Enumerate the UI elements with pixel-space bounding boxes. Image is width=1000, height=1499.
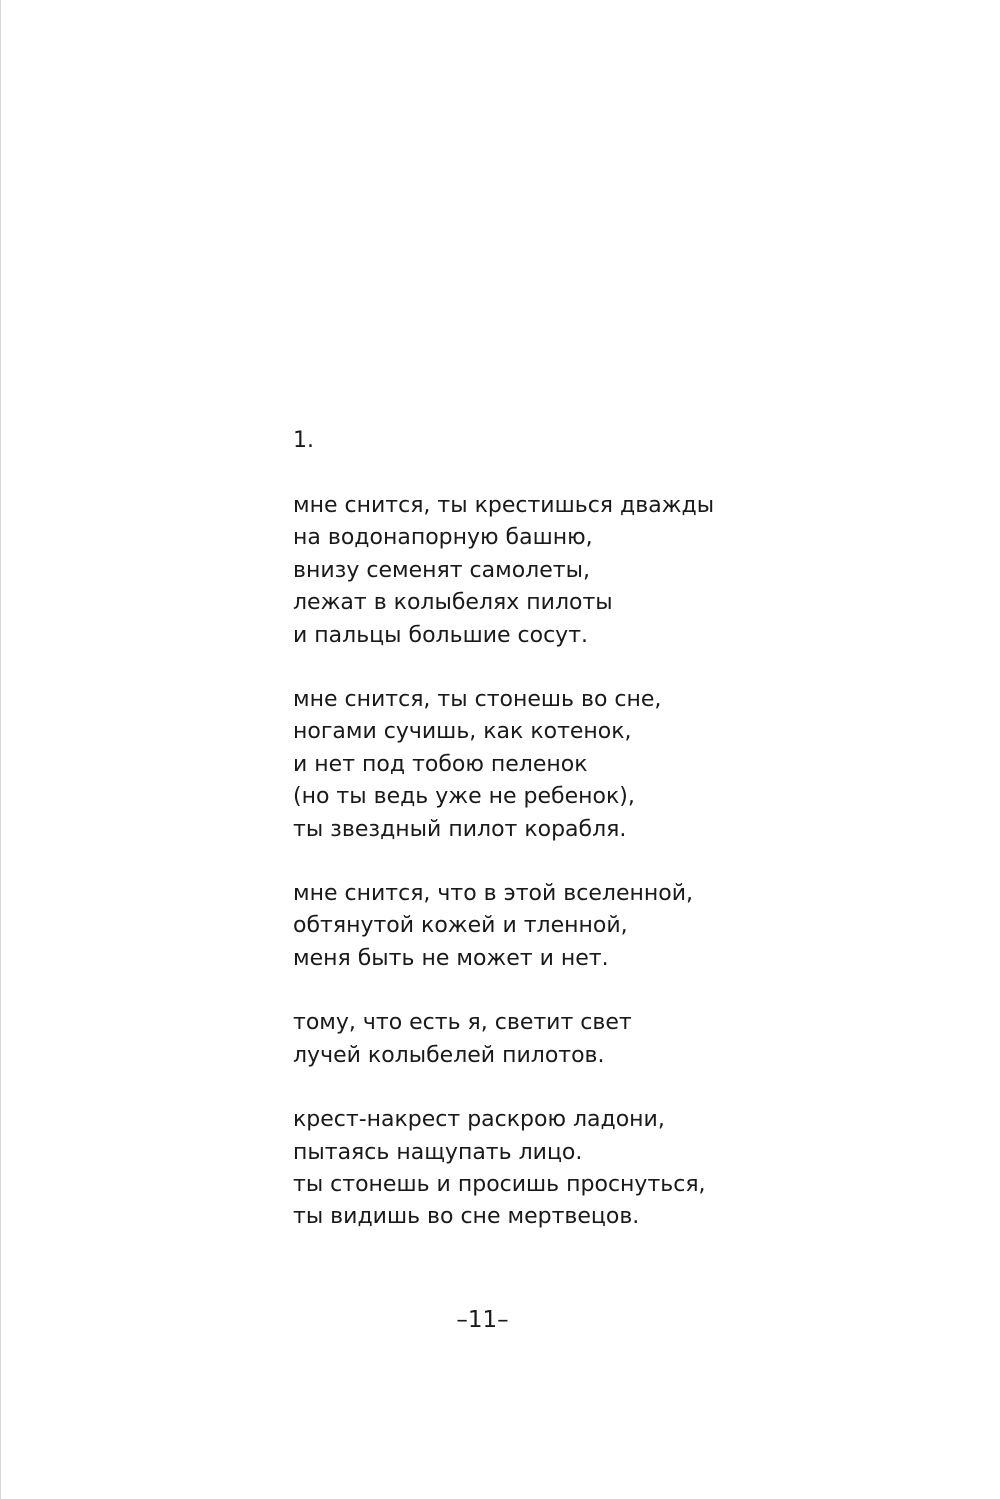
poem-line: внизу семенят самолеты, [293, 557, 590, 583]
stanza [293, 1104, 853, 1234]
poem-line: пытаясь нащупать лицо. [293, 1139, 583, 1165]
stanza [293, 684, 853, 846]
stanza [293, 1007, 853, 1072]
poem-line: лучей колыбелей пилотов. [293, 1042, 605, 1068]
poem-line: на водонапорную башню, [293, 525, 593, 551]
stanza [293, 490, 853, 652]
poem-line: лежат в колыбелях пилоты [293, 590, 613, 616]
poem-line: крест-накрест раскрою ладони, [293, 1107, 665, 1133]
poem-line: ты звездный пилот корабля. [293, 816, 627, 842]
page-edge [0, 0, 1, 1499]
stanza [293, 878, 853, 975]
poem-body [293, 490, 853, 1266]
poem-line: тому, что есть я, светит свет [293, 1010, 632, 1036]
poem-line: обтянутой кожей и тленной, [293, 913, 628, 939]
poem-line: мне снится, ты крестишься дважды [293, 493, 715, 518]
poem-line: ногами сучишь, как котенок, [293, 719, 632, 745]
poem-number: 1. [293, 428, 314, 453]
poem-line: (но ты ведь уже не ребенок), [293, 784, 635, 810]
poem-line: ты видишь во сне мертвецов. [293, 1204, 640, 1230]
poem-line: мне снится, ты стонешь во сне, [293, 687, 662, 713]
page-number: –11– [456, 1307, 509, 1333]
poem-line: ты стонешь и просишь проснуться, [293, 1171, 706, 1197]
poem-line: и пальцы большие сосут. [293, 622, 589, 648]
poem-line: меня быть не может и нет. [293, 945, 609, 971]
poem-line: и нет под тобою пеленок [293, 751, 588, 777]
poem-line: мне снится, что в этой вселенной, [293, 881, 693, 907]
